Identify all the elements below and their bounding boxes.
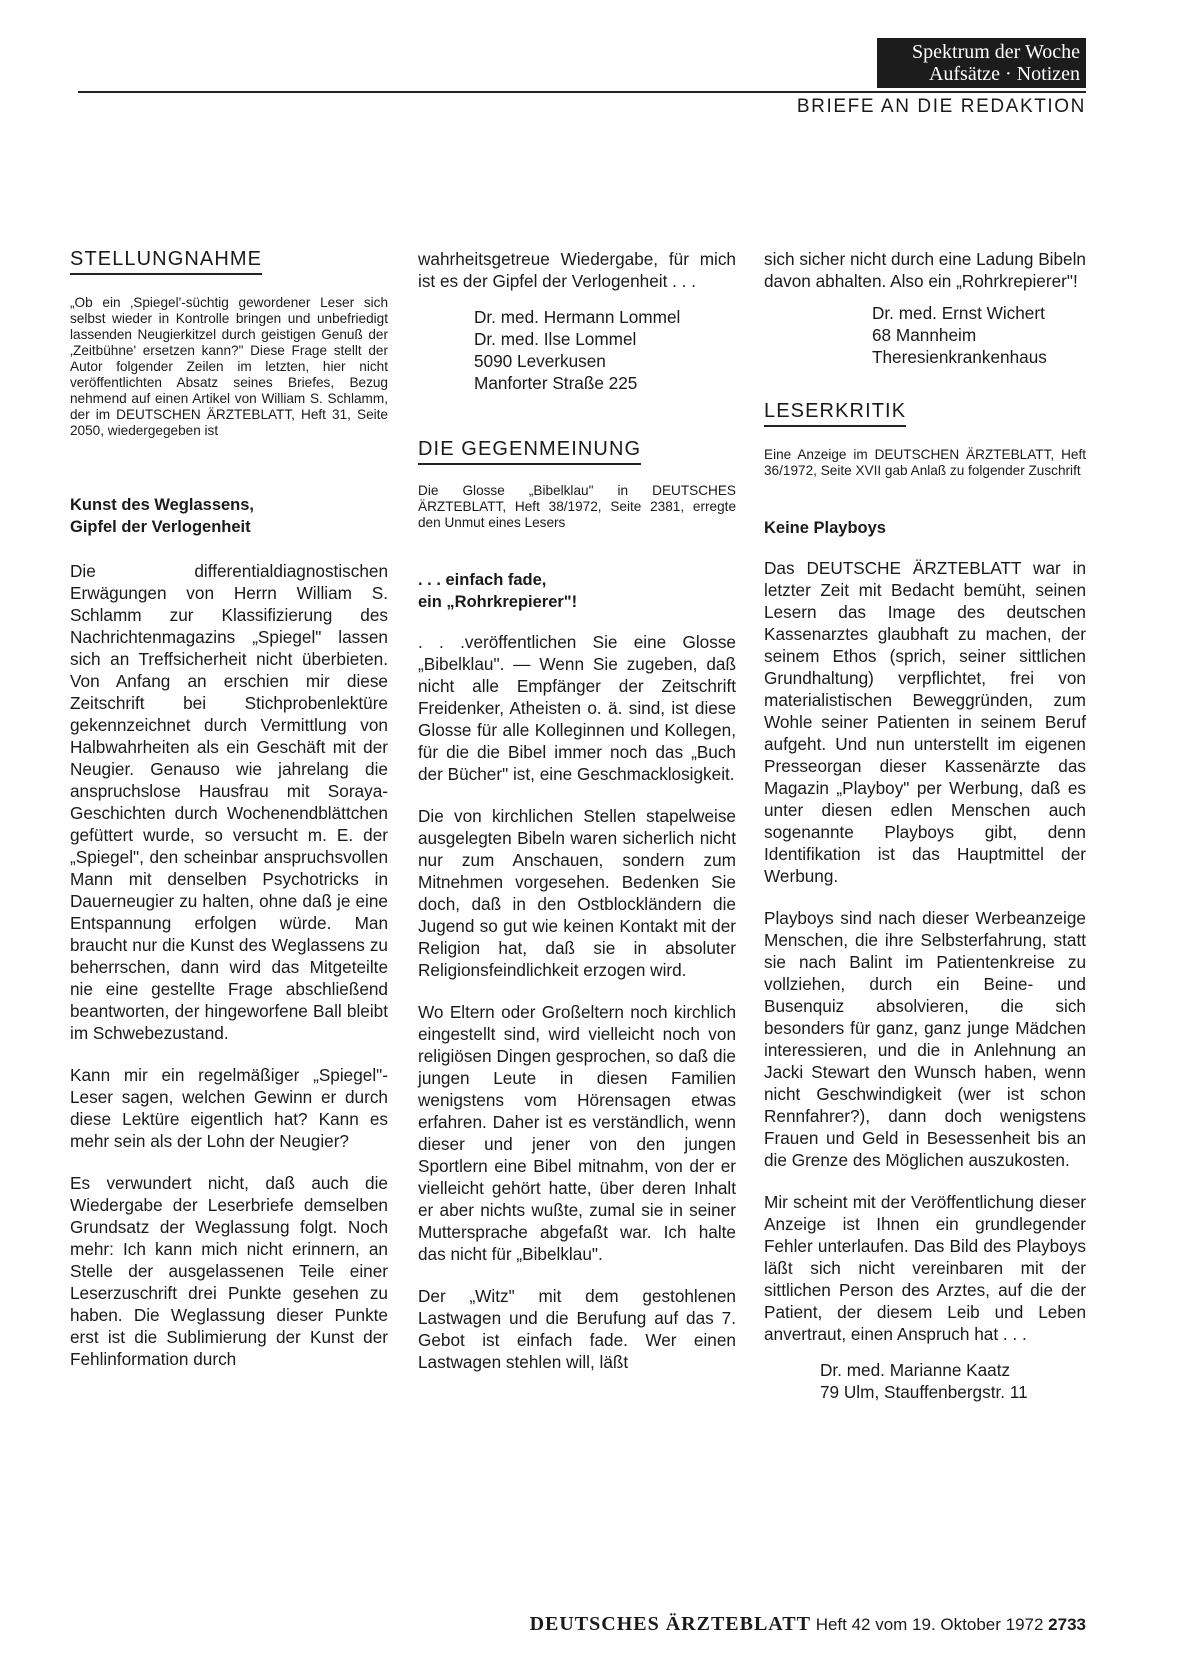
signature-line: 5090 Leverkusen	[474, 351, 606, 371]
heading-leserkritik: LESERKRITIK	[764, 400, 906, 427]
signature-line: 79 Ulm, Stauffenbergstr. 11	[820, 1382, 1028, 1402]
signature-line: Dr. med. Ilse Lommel	[474, 329, 637, 349]
article-subtitle: Keine Playboys	[764, 519, 886, 537]
paragraph: Es verwundert nicht, daß auch die Wiedergabe der Leserbriefe demselben Grundsatz der Weglassung folgt. Noch mehr: Ich kann mich nicht erinnern, an Stelle der ausgelassenen Teile einer Leserzuschrift drei Punkte gesehen zu haben. Die Weglassung dieser Punkte erst ist die Sublimierung der Kunst der Fehlinformation durch	[70, 1173, 388, 1369]
article-subtitle	[70, 494, 388, 538]
signature-line: Manforter Straße 225	[474, 373, 638, 393]
paragraph: Die differentialdiagnostischen Erwägungen von Herrn William S. Schlamm zur Klassifizierung des Nachrichtenmagazins „Spiegel" lassen sich an Treffsicherheit nicht überbieten. Von Anfang an erschien mir diese Zeitschrift bei Stichprobenlektüre gekennzeichnet durch Vermittlung von Halbwahrheiten als ein Geschäft mit der Neugier. Genauso wie jahrelang die anspruchslose Hausfrau mit Soraya-Geschichten durch Wochenendblättchen gefüttert wurde, so versucht m. E. der „Spiegel", den scheinbar anspruchsvollen Mann mit denselben Psychotricks in Dauerneugier zu halten, ohne daß je eine Entspannung erfolgen würde. Man braucht nur die Kunst des Weglassens zu beherrschen, dann wird das Mitgeteilte nie eine gestellte Frage abschließend beantworten, der hingeworfene Ball bleibt im Schwebezustand.	[70, 561, 388, 1043]
issue-info: Heft 42 vom 19. Oktober 1972	[815, 1615, 1044, 1634]
subtitle-line-1: Kunst des Weglassens,	[70, 496, 255, 514]
signature-lommel	[418, 306, 736, 394]
heading-stellungnahme: STELLUNGNAHME	[70, 248, 262, 275]
signature-line: Theresienkrankenhaus	[872, 347, 1047, 367]
signature-line: Dr. med. Hermann Lommel	[474, 307, 681, 327]
subtitle-line-2: ein „Rohrkrepierer"!	[418, 593, 578, 611]
signature-line: 68 Mannheim	[872, 325, 977, 345]
heading-gegenmeinung: DIE GEGENMEINUNG	[418, 438, 641, 465]
column-3	[764, 248, 1086, 1403]
signature-line: Dr. med. Ernst Wichert	[872, 303, 1045, 323]
subtitle-line-1: . . . einfach fade,	[418, 571, 547, 589]
paragraph: Mir scheint mit der Veröffentlichung dieser Anzeige ist Ihnen ein grundlegender Fehler unterlaufen. Das Bild des Playboys läßt sich nicht vereinbaren mit der sittlichen Person des Arztes, auf die der Patient, der diesem Leib und Leben anvertraut, einen Anspruch hat . . .	[764, 1192, 1086, 1344]
journal-name: DEUTSCHES ÄRZTEBLATT	[529, 1613, 811, 1635]
top-rule	[78, 91, 1086, 93]
column-1	[70, 248, 388, 1370]
paragraph: sich sicher nicht durch eine Ladung Bibeln davon abhalten. Also ein „Rohrkrepierer"!	[764, 249, 1086, 291]
section-tag	[877, 38, 1086, 88]
article-subtitle	[418, 569, 736, 613]
page-number: 2733	[1048, 1615, 1086, 1634]
paragraph: Wo Eltern oder Großeltern noch kirchlich eingestellt sind, wird vielleicht noch von religiösen Dingen gesprochen, so daß die jungen Leute in diesen Familien wenigstens vom Hörensagen etwas erfahren. Daher ist es verständlich, wenn dieser und jener von den jungen Sportlern eine Bibel mitnahm, von der er vielleicht gehört hatte, über deren Inhalt er aber nichts wußte, zumal sie in seiner Muttersprache abgefaßt war. Ich halte das nicht für „Bibelklau".	[418, 1002, 736, 1264]
tag-line-2: Aufsätze · Notizen	[928, 63, 1080, 85]
intro-text: Eine Anzeige im DEUTSCHEN ÄRZTEBLATT, Heft 36/1972, Seite XVII gab Anlaß zu folgender Zuschrift	[764, 447, 1086, 478]
paragraph: wahrheitsgetreue Wiedergabe, für mich ist es der Gipfel der Verlogenheit . . .	[418, 249, 736, 291]
tag-line-1: Spektrum der Woche	[912, 41, 1080, 63]
signature-kaatz	[764, 1359, 1086, 1403]
column-2	[418, 248, 736, 1373]
signature-wichert	[764, 302, 1086, 368]
paragraph: Das DEUTSCHE ÄRZTEBLATT war in letzter Zeit mit Bedacht bemüht, seinen Lesern das Image des deutschen Kassenarztes glaubhaft zu machen, der seinem Ethos (sprich, seiner sittlichen Grundhaltung) verpflichtet, frei von materialistischen Beweggründen, zum Wohle seiner Patienten in seinem Beruf aufgeht. Und nun unterstellt im eigenen Presseorgan dieser Kassenärzte das Magazin „Playboy" per Werbung, daß es unter diesen edlen Menschen auch sogenannte Playboys gibt, denn Identifikation ist das Hauptmittel der Werbung.	[764, 558, 1086, 886]
intro-text: Die Glosse „Bibelklau" in DEUTSCHES ÄRZTEBLATT, Heft 38/1972, Seite 2381, erregte den Unmut eines Lesers	[418, 483, 736, 530]
intro-text: „Ob ein ‚Spiegel'-süchtig gewordener Leser sich selbst wieder in Kontrolle bringen und unbefriedigt lassenden Neugierkitzel durch geistigen Genuß der ‚Zeitbühne' ersetzen kann?" Diese Frage stellt der Autor folgender Zeilen im letzten, hier nicht veröffentlichten Absatz seines Briefes, Bezug nehmend auf einen Artikel von William S. Schlamm, der im DEUTSCHEN ÄRZTEBLATT, Heft 31, Seite 2050, wiedergegeben ist	[70, 295, 388, 438]
subtitle-line-2: Gipfel der Verlogenheit	[70, 518, 251, 536]
paragraph: Kann mir ein regelmäßiger „Spiegel"-Leser sagen, welchen Gewinn er durch diese Lektüre eigentlich hat? Kann es mehr sein als der Lohn der Neugier?	[70, 1065, 388, 1151]
page-footer	[530, 1613, 1086, 1636]
paragraph: Playboys sind nach dieser Werbeanzeige Menschen, die ihre Selbsterfahrung, statt sie nach Balint im Patientenkreise zu vollziehen, durch ein Beine- und Busenquiz absolvieren, die sich besonders für ganz, ganz junge Mädchen interessieren, und die in Anlehnung an Jacki Stewart den Wunsch haben, wenn nicht Geschwindigkeit (wer ist schon Rennfahrer?), dann doch wenigstens Frauen und Geld in Besessenheit bis an die Grenze des Möglichen auszukosten.	[764, 908, 1086, 1170]
section-title: BRIEFE AN DIE REDAKTION	[796, 96, 1086, 117]
paragraph: Der „Witz" mit dem gestohlenen Lastwagen und die Berufung auf das 7. Gebot ist einfach fade. Wer einen Lastwagen stehlen will, läßt	[418, 1286, 736, 1372]
paragraph: . . .veröffentlichen Sie eine Glosse „Bibelklau". — Wenn Sie zugeben, daß nicht alle Empfänger der Zeitschrift Freidenker, Atheisten o. ä. sind, ist diese Glosse für alle Kolleginnen und Kollegen, für die die Bibel immer noch das „Buch der Bücher" ist, eine Geschmacklosigkeit.	[418, 632, 736, 784]
paragraph: Die von kirchlichen Stellen stapelweise ausgelegten Bibeln waren sicherlich nicht nur zum Anschauen, sondern zum Mitnehmen vorgesehen. Bedenken Sie doch, daß in den Ostblockländern die Jugend so gut wie keinen Kontakt mit der Religion hat, daß sie in absoluter Religionsfeindlichkeit erzogen wird.	[418, 806, 736, 980]
signature-line: Dr. med. Marianne Kaatz	[820, 1360, 1011, 1380]
